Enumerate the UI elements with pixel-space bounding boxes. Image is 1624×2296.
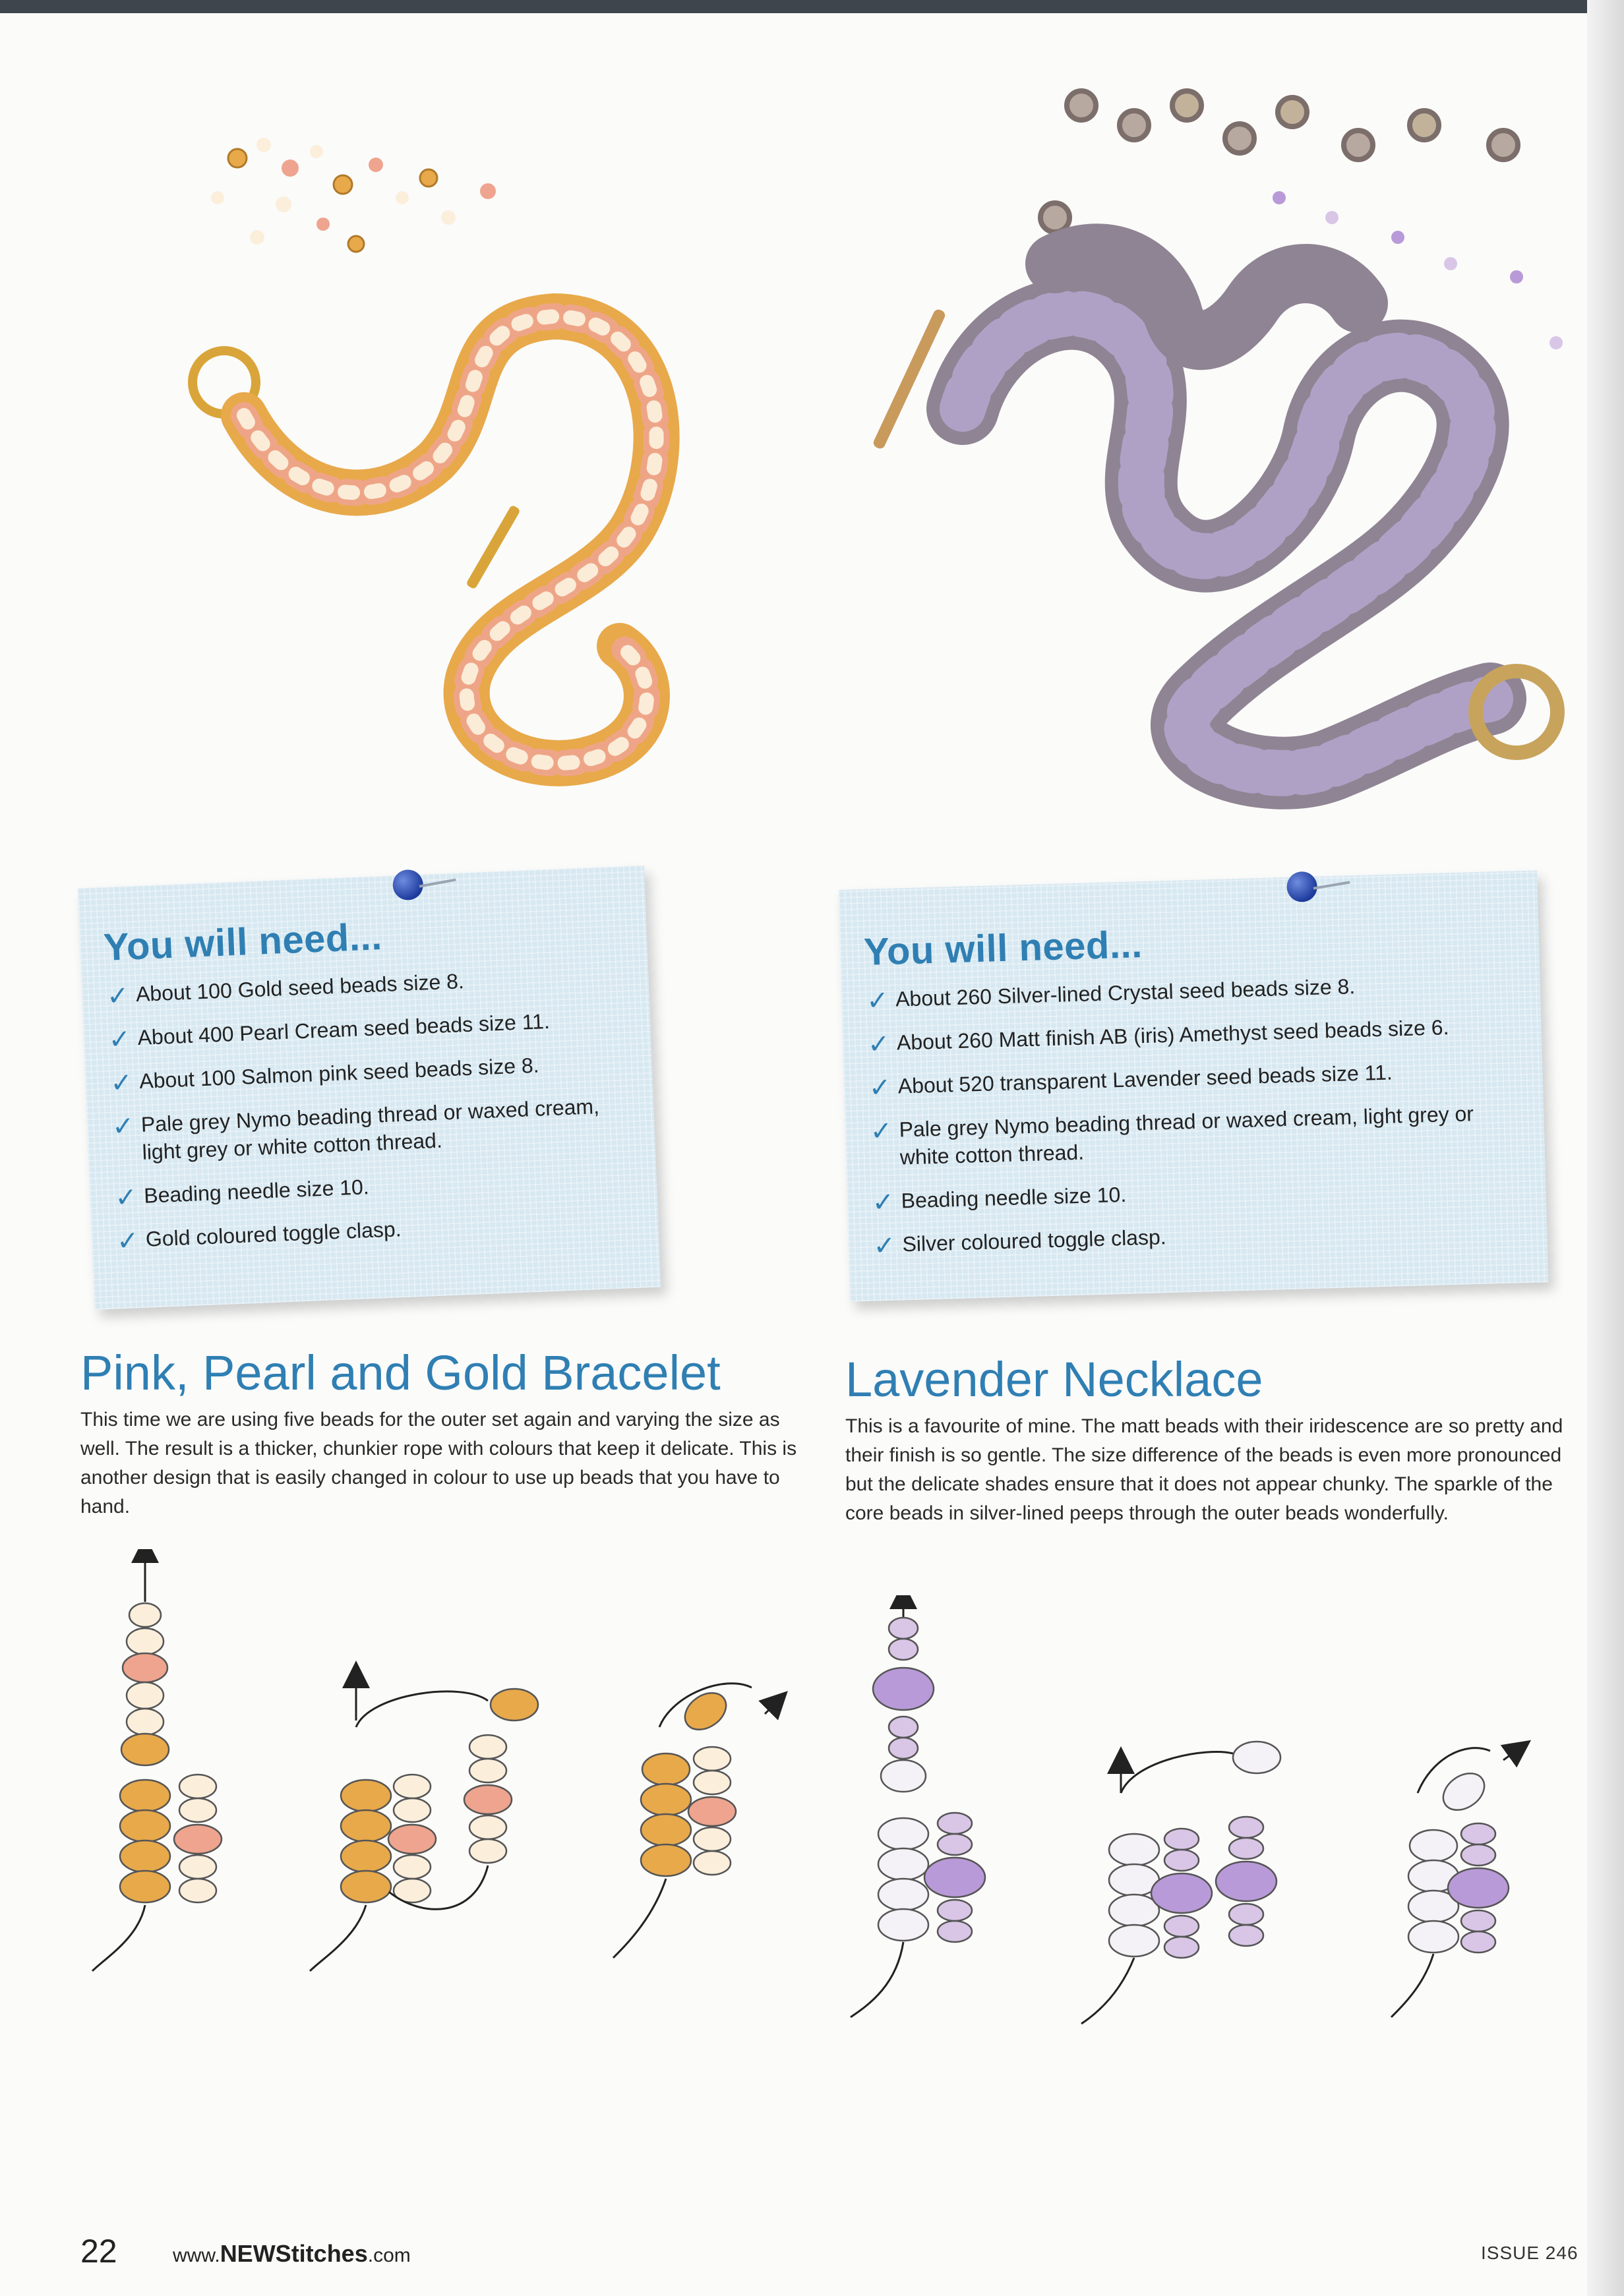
checkmark-icon: ✓ bbox=[116, 1226, 140, 1256]
list-item: ✓ About 260 Silver-lined Crystal seed beads size 8. bbox=[866, 974, 1356, 1016]
list-item: ✓ Pale grey Nymo beading thread or waxed cream, light grey or white cotton thread. bbox=[870, 1102, 1474, 1169]
checkmark-icon: ✓ bbox=[872, 1187, 895, 1218]
diagram-step-3 bbox=[1391, 1748, 1520, 2017]
diagram-step-3 bbox=[613, 1684, 778, 1958]
bracelet-photo bbox=[158, 105, 752, 831]
website-url: www.NEWStitches.com bbox=[173, 2240, 411, 2267]
materials-list bbox=[865, 968, 1521, 1261]
checkmark-icon: ✓ bbox=[111, 1111, 135, 1142]
checkmark-icon: ✓ bbox=[106, 981, 130, 1011]
diagram-step-1 bbox=[851, 1595, 985, 2017]
left-materials-card bbox=[78, 866, 661, 1310]
necklace-title: Lavender Necklace bbox=[845, 1352, 1263, 1407]
pushpin-icon bbox=[392, 869, 424, 900]
toggle-bar bbox=[466, 504, 521, 589]
right-materials-card bbox=[838, 870, 1548, 1301]
checkmark-icon: ✓ bbox=[107, 1024, 132, 1055]
list-item: ✓ About 520 transparent Lavender seed beads size 11. bbox=[868, 1060, 1393, 1103]
necklace-description: This is a favourite of mine. The matt beads with their iridescence are so pretty and their finish is so gentle. The size difference of the beads is even more pronounced but the delicate shades ensure that it does not appear chunky. The sparkle of the core beads in silver-lined peeps through the outer beads wonderfully. bbox=[845, 1415, 1563, 1524]
checkmark-icon: ✓ bbox=[109, 1068, 133, 1098]
diagram-step-1 bbox=[92, 1549, 222, 1971]
materials-title: You will need... bbox=[863, 923, 1143, 974]
list-item: ✓ About 400 Pearl Cream seed beads size 11. bbox=[107, 1009, 551, 1055]
page-top-edge bbox=[0, 0, 1624, 13]
bracelet-rope bbox=[244, 316, 657, 763]
checkmark-icon: ✓ bbox=[867, 1029, 891, 1059]
loose-beads-cluster bbox=[211, 138, 496, 252]
list-item: ✓ Beading needle size 10. bbox=[114, 1175, 370, 1213]
diagram-step-2 bbox=[1081, 1742, 1280, 2024]
list-item: ✓ About 100 Salmon pink seed beads size 8. bbox=[109, 1053, 540, 1098]
checkmark-icon: ✓ bbox=[872, 1231, 896, 1261]
list-item: ✓ About 260 Matt finish AB (iris) Amethyst seed beads size 6. bbox=[867, 1015, 1449, 1059]
list-item: ✓ Gold coloured toggle clasp. bbox=[116, 1217, 402, 1256]
checkmark-icon: ✓ bbox=[866, 986, 889, 1016]
necklace-bead-diagram bbox=[837, 1595, 1563, 2044]
bracelet-bead-diagram bbox=[79, 1549, 804, 1978]
checkmark-icon: ✓ bbox=[868, 1073, 892, 1103]
list-item: ✓ About 100 Gold seed beads size 8. bbox=[106, 969, 465, 1011]
issue-number: ISSUE 246 bbox=[1481, 2243, 1579, 2263]
materials-title: You will need... bbox=[102, 915, 383, 969]
page-number: 22 bbox=[80, 2233, 117, 2270]
pushpin-icon bbox=[1286, 871, 1317, 902]
checkmark-icon: ✓ bbox=[870, 1116, 893, 1146]
bracelet-description: This time we are using five beads for the outer set again and varying the size as well. The result is a thicker, chunkier rope with colours that keep it delicate. This is another design that is easily changed in colour to use up beads that you have to hand. bbox=[80, 1409, 797, 1517]
materials-list bbox=[105, 960, 632, 1254]
list-item: ✓ Pale grey Nymo beading thread or waxed cream, light grey or white cotton thread. bbox=[111, 1094, 600, 1164]
checkmark-icon: ✓ bbox=[114, 1183, 138, 1213]
diagram-step-2 bbox=[310, 1674, 538, 1971]
necklace-photo bbox=[857, 66, 1609, 857]
list-item: ✓ Silver coloured toggle clasp. bbox=[872, 1225, 1167, 1261]
bracelet-title: Pink, Pearl and Gold Bracelet bbox=[80, 1345, 721, 1400]
list-item: ✓ Beading needle size 10. bbox=[872, 1182, 1127, 1218]
